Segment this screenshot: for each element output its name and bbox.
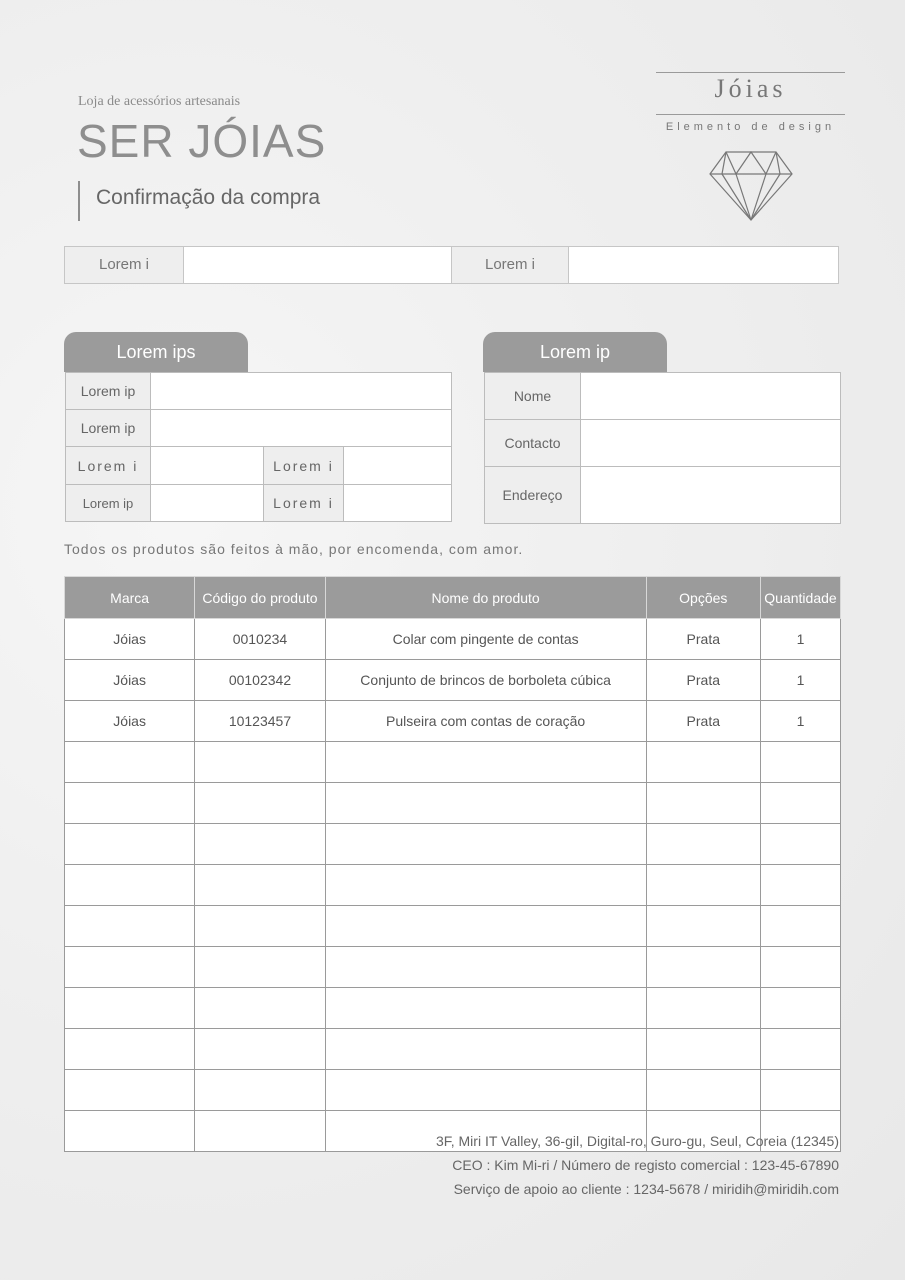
- left-row-label: Lorem i: [66, 447, 151, 485]
- right-row-label-contact: Contacto: [485, 420, 581, 467]
- left-row-label: Lorem ip: [66, 410, 151, 447]
- left-row-field-2[interactable]: [344, 485, 452, 522]
- cell-brand[interactable]: [65, 1111, 195, 1152]
- cell-code[interactable]: [195, 1070, 325, 1111]
- cell-brand[interactable]: [65, 947, 195, 988]
- left-section-header: Lorem ips: [64, 332, 248, 372]
- cell-quantity[interactable]: [761, 1029, 841, 1070]
- document-title: Confirmação da compra: [96, 186, 321, 209]
- cell-code[interactable]: [195, 988, 325, 1029]
- left-row-field[interactable]: [151, 410, 452, 447]
- logo-bottom-rule: [656, 114, 845, 115]
- cell-brand[interactable]: Jóias: [65, 619, 195, 660]
- cell-name[interactable]: [325, 824, 646, 865]
- cell-code[interactable]: [195, 1029, 325, 1070]
- cell-brand[interactable]: [65, 865, 195, 906]
- col-header-code: Código do produto: [195, 577, 325, 619]
- store-subtitle: Loja de acessórios artesanais: [78, 94, 241, 109]
- cell-quantity[interactable]: [761, 906, 841, 947]
- table-row: [65, 701, 841, 742]
- cell-code[interactable]: [195, 783, 325, 824]
- address-field[interactable]: [581, 467, 841, 524]
- right-section-header: Lorem ip: [483, 332, 667, 372]
- topbar-field-1[interactable]: [184, 247, 452, 283]
- cell-brand[interactable]: [65, 988, 195, 1029]
- cell-quantity[interactable]: [761, 742, 841, 783]
- cell-name[interactable]: Colar com pingente de contas: [325, 619, 646, 660]
- cell-code[interactable]: 10123457: [195, 701, 325, 742]
- table-row-empty: [65, 783, 841, 824]
- contact-field[interactable]: [581, 420, 841, 467]
- right-row-label-name: Nome: [485, 373, 581, 420]
- diamond-icon: [708, 150, 794, 227]
- cell-code[interactable]: [195, 865, 325, 906]
- topbar-field-2[interactable]: [569, 247, 838, 283]
- right-info-table: [484, 372, 841, 524]
- cell-options[interactable]: [646, 742, 760, 783]
- cell-name[interactable]: Conjunto de brincos de borboleta cúbica: [325, 660, 646, 701]
- col-header-brand: Marca: [65, 577, 195, 619]
- handmade-note: Todos os produtos são feitos à mão, por encomenda, com amor.: [64, 541, 524, 557]
- cell-code[interactable]: 00102342: [195, 660, 325, 701]
- cell-options[interactable]: Prata: [646, 660, 760, 701]
- col-header-quantity: Quantidade: [761, 577, 841, 619]
- left-row-field[interactable]: [151, 373, 452, 410]
- cell-quantity[interactable]: 1: [761, 701, 841, 742]
- cell-quantity[interactable]: [761, 1070, 841, 1111]
- cell-options[interactable]: [646, 947, 760, 988]
- top-info-bar: [64, 246, 839, 284]
- cell-brand[interactable]: [65, 1029, 195, 1070]
- left-row-label: Lorem ip: [66, 373, 151, 410]
- cell-brand[interactable]: [65, 742, 195, 783]
- table-row-empty: [65, 988, 841, 1029]
- cell-name[interactable]: [325, 865, 646, 906]
- cell-name[interactable]: [325, 1070, 646, 1111]
- cell-quantity[interactable]: [761, 783, 841, 824]
- cell-code[interactable]: 0010234: [195, 619, 325, 660]
- cell-brand[interactable]: [65, 906, 195, 947]
- topbar-label-1: Lorem i: [65, 247, 184, 283]
- footer-address: 3F, Miri IT Valley, 36-gil, Digital-ro, Guro-gu, Seul, Coreia (12345): [435, 1133, 839, 1149]
- cell-name[interactable]: [325, 988, 646, 1029]
- left-row-label: Lorem ip: [66, 485, 151, 522]
- left-row-label-2: Lorem i: [264, 485, 344, 522]
- cell-name[interactable]: [325, 906, 646, 947]
- cell-options[interactable]: Prata: [646, 619, 760, 660]
- left-row-field[interactable]: [151, 485, 264, 522]
- cell-quantity[interactable]: 1: [761, 660, 841, 701]
- table-row-empty: [65, 947, 841, 988]
- table-row: [65, 619, 841, 660]
- cell-code[interactable]: [195, 906, 325, 947]
- table-row-empty: [65, 865, 841, 906]
- cell-quantity[interactable]: [761, 865, 841, 906]
- footer-ceo: CEO : Kim Mi-ri / Número de registo comercial : 123-45-67890: [452, 1157, 839, 1173]
- cell-quantity[interactable]: [761, 824, 841, 865]
- topbar-label-2: Lorem i: [452, 247, 569, 283]
- table-row: [65, 660, 841, 701]
- cell-options[interactable]: [646, 988, 760, 1029]
- cell-brand[interactable]: Jóias: [65, 701, 195, 742]
- cell-options[interactable]: Prata: [646, 701, 760, 742]
- cell-quantity[interactable]: [761, 947, 841, 988]
- cell-name[interactable]: [325, 1029, 646, 1070]
- logo-subtitle: Elemento de design: [665, 121, 836, 133]
- cell-code[interactable]: [195, 1111, 325, 1152]
- col-header-options: Opções: [646, 577, 760, 619]
- table-row-empty: [65, 824, 841, 865]
- products-table: [64, 576, 841, 1152]
- cell-brand[interactable]: [65, 1070, 195, 1111]
- table-row-empty: [65, 742, 841, 783]
- cell-quantity[interactable]: [761, 988, 841, 1029]
- cell-code[interactable]: [195, 947, 325, 988]
- logo-top-rule: [656, 72, 845, 73]
- cell-options[interactable]: [646, 865, 760, 906]
- cell-name[interactable]: Pulseira com contas de coração: [325, 701, 646, 742]
- title-accent-bar: [78, 181, 80, 221]
- right-row-label-address: Endereço: [485, 467, 581, 524]
- table-row-empty: [65, 1070, 841, 1111]
- table-row-empty: [65, 906, 841, 947]
- footer-support: Serviço de apoio ao cliente : 1234-5678 / miridih@miridih.com: [453, 1181, 839, 1197]
- table-row-empty: [65, 1029, 841, 1070]
- logo-title: Jóias: [714, 74, 787, 103]
- left-info-table: [65, 372, 452, 522]
- col-header-name: Nome do produto: [325, 577, 646, 619]
- left-row-field[interactable]: [151, 447, 264, 485]
- cell-code[interactable]: [195, 742, 325, 783]
- cell-quantity[interactable]: 1: [761, 619, 841, 660]
- cell-options[interactable]: [646, 824, 760, 865]
- left-row-label-2: Lorem i: [264, 447, 344, 485]
- left-row-field-2[interactable]: [344, 447, 452, 485]
- cell-brand[interactable]: Jóias: [65, 660, 195, 701]
- cell-brand[interactable]: [65, 824, 195, 865]
- cell-options[interactable]: [646, 906, 760, 947]
- cell-options[interactable]: [646, 1029, 760, 1070]
- cell-name[interactable]: [325, 742, 646, 783]
- cell-name[interactable]: [325, 947, 646, 988]
- cell-options[interactable]: [646, 783, 760, 824]
- brand-name: SER JÓIAS: [77, 115, 327, 167]
- cell-brand[interactable]: [65, 783, 195, 824]
- name-field[interactable]: [581, 373, 841, 420]
- cell-options[interactable]: [646, 1070, 760, 1111]
- cell-code[interactable]: [195, 824, 325, 865]
- cell-name[interactable]: [325, 783, 646, 824]
